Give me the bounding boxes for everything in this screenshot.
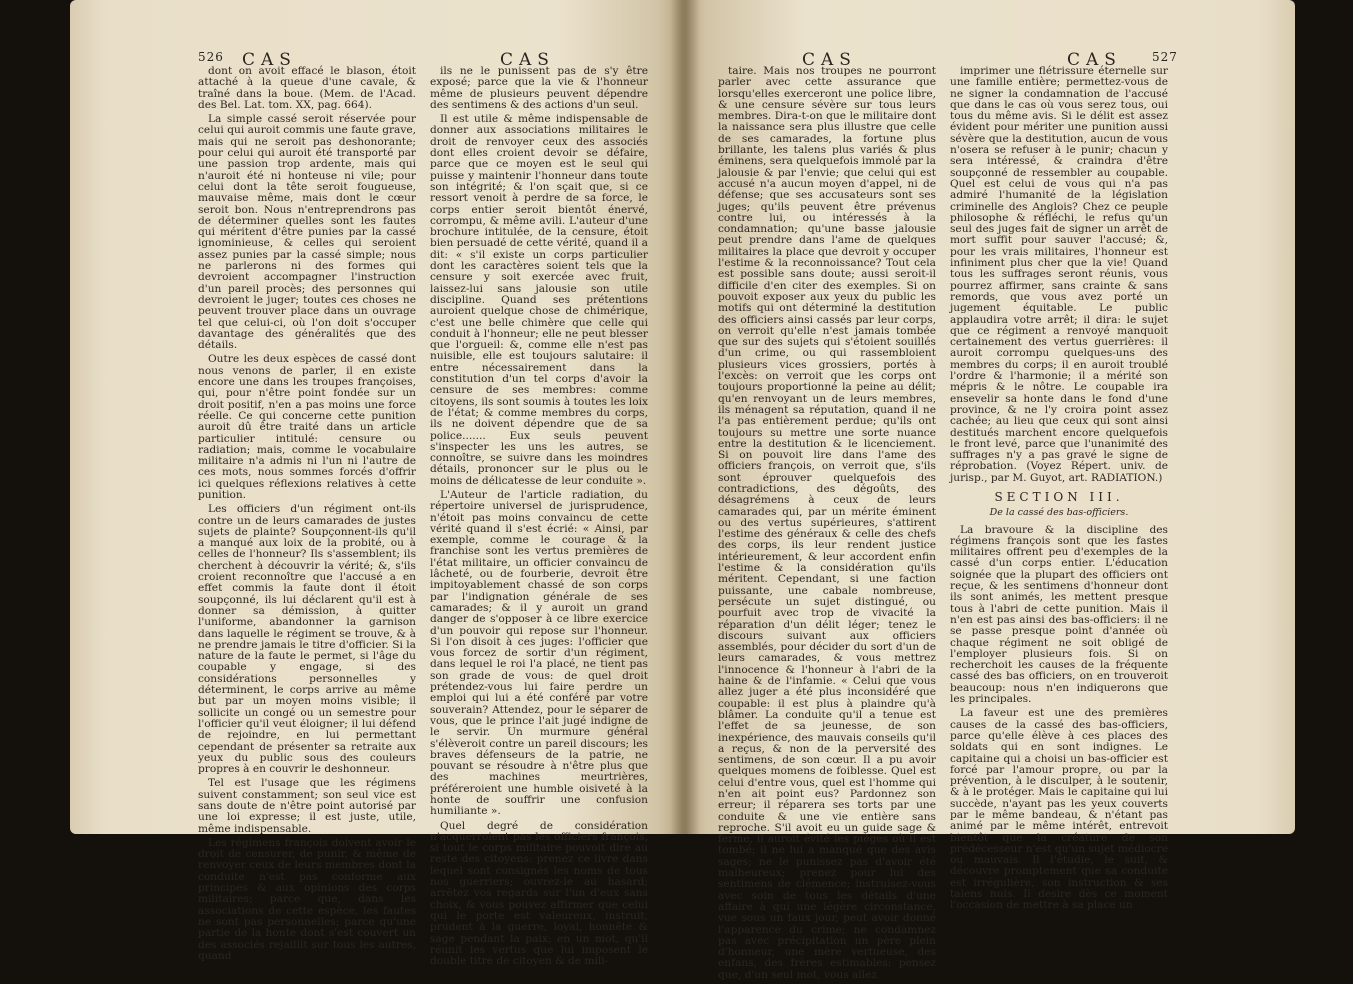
- open-book: [70, 0, 1295, 981]
- paragraph: L'Auteur de l'article radiation, du répertoire universel de jurisprudence, n'étoit pas moins convaincu de cette vérité quand il s'est écrié: « Ainsi, par exemple, comme le courage & la franchise sont les vertus premières de l'état militaire, un officier convaincu de lâcheté, ou de fourberie, devroit être impitoyablement chassé de son corps par l'indignation générale de ses camarades; & il y auroit un grand danger de s'opposer à ce libre exercice d'un pouvoir qui repose sur l'honneur. Si l'on disoit à ces juges: l'officier que vous forcez de sortir d'un régiment, dans lequel le roi l'a placé, ne tient pas son grade de vous: de quel droit prétendez-vous lui faire perdre un emploi qui lui a été conféré par votre souverain? Attendez, pour le séparer de vous, que le prince l'ait jugé indigne de le servir. Un murmure général s'élèveroit contre un pareil discours; les braves défenseurs de la patrie, ne pouvant se résoudre à n'être plus que des machines meurtrières, préféreroient une humble oisiveté à la honte de souffrir une confusion humiliante ».: [430, 488, 648, 818]
- right-columns: [718, 66, 1205, 984]
- left-running-head: CAS: [242, 50, 297, 70]
- paragraph: La bravoure & la discipline des régimens françois sont que les fastes militaires offrent peu d'exemples de la cassé d'un corps entier. L'éducation soignée que la plupart des officiers ont reçue, & les sentimens d'honneur dont ils sont animés, les mettent presque tous à l'abri de cette punition. Mais il n'en est pas ainsi des bas-officiers: il ne se passe presque point d'année où chaque régiment ne soit obligé de l'employer plusieurs fois. Si on recherchoit les causes de la fréquente cassé des bas officiers, on en trouveroit beaucoup: nous n'en indiquerons que les principales.: [950, 523, 1168, 706]
- paragraph: Il est utile & même indispensable de donner aux associations militaires le droit de renvoyer ceux des associés dont elles croient devoir se défaire, parce que ce moyen est le seul qui puisse y maintenir l'honneur dans toute son intégrité; & l'on sçait que, si ce ressort venoit à perdre de sa force, le corps entier seroit bientôt énervé, corrompu, & même avili. L'auteur d'une brochure intitulée, de la censure, étoit bien persuadé de cette vérité, quand il a dit: « s'il existe un corps particulier dont les caractères soient tels que la censure y soit exercée avec fruit, laissez-lui sans jalousie son utile discipline. Quand ses prétentions auroient quelque chose de chimérique, c'est une belle chimère que celle qui conduit à l'honneur; elle ne peut blesser que l'orgueil: &, comme elle n'est pas nuisible, elle est toujours salutaire: il entre nécessairement dans la constitution d'un tel corps d'avoir la censure de ses membres: comme citoyens, ils sont soumis à toutes les loix de l'état; & comme membres du corps, ils ne doivent dépendre que de sa police....... Eux seuls peuvent s'inspecter les uns les autres, se connoître, se suivre dans les moindres détails, prononcer sur le plus ou le moins de délicatesse de leur conduite ».: [430, 113, 648, 487]
- paragraph: La faveur est une des premières causes de la cassé des bas-officiers, parce qu'elle élève à ces places des soldats qui en sont indignes. Le capitaine qui a choisi un bas-officier est forcé par l'amour propre, ou par la prévention, à le disculper, à le soutenir, & à le protéger. Mais le capitaine qui lui succède, n'ayant pas les yeux couverts par le même bandeau, & n'étant pas animé par le même intérêt, entrevoit bientôt que la créature de son prédécesseur n'est qu'un sujet médiocre ou mauvais. Il l'étudie, le suit, & découvre promptement que sa conduite est irrégulière, son instruction & ses talens nuls. Il desire dès ce moment l'occasion de mettre à sa place un: [950, 707, 1168, 912]
- paragraph: dont on avoit effacé le blason, étoit attaché à la queue d'une cavale, & traîné dans la boue. (Mem. de l'Acad. des Bel. Lat. tom. XX, pag. 664).: [198, 65, 416, 111]
- left-column-2: [430, 66, 648, 970]
- paragraph: La simple cassé seroit réservée pour celui qui auroit commis une faute grave, mais qui ne seroit pas deshonorante; pour celui qui auroit été transporté par une passion trop ardente, mais qui n'auroit été ni honteuse ni vile; pour celui dont la tête seroit fougueuse, mauvaise même, mais dont le cœur seroit bon. Nous n'entreprendrons pas de déterminer quelles sont les fautes qui méritent d'être punies par la cassé ignominieuse, & celles qui seroient assez punies par la cassé simple; nous ne parlerons ni des formes qui devroient accompagner l'instruction d'un pareil procès; des personnes qui devroient le juger; toutes ces choses ne peuvent trouver place dans un ouvrage tel que celui-ci, où l'on doit s'occuper davantage des généralités que des détails.: [198, 113, 416, 352]
- paragraph: Les régimens françois doivent avoir le droit de censurer, de punir, & même de renvoyer ceux de leurs membres dont la conduite n'est pas conforme aux principes & aux opinions des corps militaires; parce que, dans les associations de cette espèce, les fautes ne sont pas personnelles; parce qu'une partie de la honte dont s'est couvert un des associés rejaillit sur tous les autres, quand: [198, 836, 416, 962]
- left-page: [70, 0, 682, 968]
- right-running-head: CAS: [802, 50, 857, 70]
- paragraph: Outre les deux espèces de cassé dont nous venons de parler, il en existe encore une dans les troupes françoises, qui, pour n'être point fondée sur un droit positif, n'en a pas moins une force réelle. Ce qui concerne cette punition auroit dû être traité dans un article particulier intitulé: censure ou radiation; mais, comme le vocabulaire militaire n'a admis ni l'un ni l'autre de ces mots, nous sommes forcés d'offrir ici quelques réflexions relatives à cette punition.: [198, 353, 416, 501]
- paragraph: imprimer une flétrissure éternelle sur une famille entière; permettez-vous de ne signer la condamnation de l'accusé que dans le cas où vous serez tous, oui tous du même avis. Si le délit est assez évident pour mériter une punition aussi sévère que la destitution, aucun de vous n'osera se refuser à le punir; chacun y sera intéressé, & craindra d'être soupçonné de ressembler au coupable. Quel est celui de vous qui n'a pas admiré l'humanité de la législation criminelle des Anglois? Chez ce peuple philosophe & réfléchi, le refus qu'un seul des juges fait de signer un arrêt de mort suffit pour sauver l'accusé; &, pour les vrais militaires, l'honneur est infiniment plus cher que la vie! Quand tous les suffrages seront réunis, vous pourrez affirmer, sans crainte & sans remords, que vous avez porté un jugement équitable. Le public applaudira votre arrêt; il dira: le sujet que ce régiment a renvoyé manquoit certainement des vertus guerrières: il auroit corrompu quelques-uns des membres du corps; il en auroit troublé l'ordre & l'harmonie; il a mérité son mépris & le nôtre. Le coupable ira ensevelir sa honte dans le fond d'une province, & ne l'y croira point assez cachée; au lieu que ceux qui sont ainsi destitués marchent encore quelquefois le front levé, parce que l'unanimité des suffrages n'y a pas gravé le signe de réprobation. (Voyez Répert. univ. de jurisp., par M. Guyot, art. RADIATION.): [950, 65, 1168, 484]
- right-running-head-col2: CAS: [1067, 50, 1122, 70]
- section-title: SECTION III.: [994, 489, 1124, 504]
- section-subtitle: De la cassé des bas-officiers.: [989, 507, 1129, 519]
- right-column-2: [950, 66, 1168, 984]
- paragraph: Quel degré de considération n'acquerroient pas les officiers françois, si tout le corps militaire pouvoit dire au reste des citoyens: prenez ce livre dans lequel sont consignés les noms de tous nos guerriers; ouvrez-le au hasard; arrêtez vos regards sur l'un d'eux sans choix, & vous pouvez affirmer que celui qui le porte est valeureux, instruit, prudent à la guerre, loyal, honnête & sage pendant la paix; en un mot, qu'il réunit les vertus que lui imposent le double titre de citoyen & de mili-: [430, 819, 648, 968]
- left-running-head-col2: CAS: [500, 50, 555, 70]
- left-page-number: 526: [198, 50, 224, 64]
- paragraph: ils ne le punissent pas de s'y être exposé; parce que la vie & l'honneur même de plusieurs peuvent dépendre des sentimens & des actions d'un seul.: [430, 65, 648, 111]
- left-columns: [198, 66, 652, 970]
- paragraph: Les officiers d'un régiment ont-ils contre un de leurs camarades de justes sujets de plainte? Soupçonnent-ils qu'il a manqué aux loix de la probité, ou à celles de l'honneur? Ils s'assemblent; ils cherchent à découvrir la vérité; &, s'ils croient reconnoître que l'accusé a en effet commis la faute dont il étoit soupçonné, ils lui déclarent qu'il est à donner sa démission, à quitter l'uniforme, abandonner la garnison dans laquelle le régiment se trouve, & à ne prendre jamais le titre d'officier. Si la nature de la faute le permet, si l'âge du coupable y engage, si des considérations personnelles y déterminent, le corps arrive au même but par un moyen moins visible; il sollicite un congé ou un semestre pour l'officier qu'il veut éloigner; il lui défend de rejoindre, en lui permettant cependant de présenter sa retraite aux yeux du public sous des couleurs propres à en couvrir le deshonneur.: [198, 503, 416, 776]
- left-column-1: [198, 66, 416, 970]
- paragraph: taire. Mais nos troupes ne pourront parler avec cette assurance que lorsqu'elles exerceront une police libre, & une censure sévère sur tous leurs membres. Dira-t-on que le militaire dont la naissance sera plus illustre que celle de ses camarades, la fortune plus brillante, les talens plus variés & plus éminens, sera quelquefois immolé par la jalousie & par l'envie; que celui qui est accusé n'a aucun moyen d'appel, ni de défense; que ses accusateurs sont ses juges; qu'ils peuvent être prévenus contre lui, ou intéressés à la condamnation; qu'une basse jalousie peut prendre dans l'ame de quelques militaires la place que devroit y occuper l'estime & la reconnoissance? Tout cela est possible sans doute; aussi seroit-il difficile d'en citer des exemples. Si on pouvoit exposer aux yeux du public les motifs qui ont déterminé la destitution des officiers ainsi cassés par leur corps, on verroit qu'elle n'est jamais tombée que sur des sujets qui s'étoient souillés d'un crime, ou qui rassembloient plusieurs vices grossiers, portés à l'excès: on verroit que les corps ont toujours proportionné la peine au délit; qu'en renvoyant un de leurs membres, ils ménagent sa réputation, quand il ne l'a pas entièrement perdue; qu'ils ont toujours su mettre une sorte nuance entre la destitution & le licenciement. Si on pouvoit lire dans l'ame des officiers françois, on verroit que, s'ils sont éprouver quelquefois des contradictions, des dégoûts, des désagrémens à ceux de leurs camarades qui, par un mérite éminent ou des vertus supérieures, s'attirent l'estime des généraux & celle des chefs des corps, ils leur rendent justice intérieurement, & leur accordent enfin l'estime & la considération qu'ils méritent. Cependant, si une faction puissante, une cabale nombreuse, persécute un sujet distingué, ou pourfuit avec trop de vivacité la réparation d'un délit léger; tenez le discours suivant aux officiers assemblés, pour décider du sort d'un de leurs camarades, & vous mettrez l'innocence & l'honneur à l'abri de la haine & de l'infamie. « Celui que vous allez juger a été plus inconsidéré que coupable: il est plus à plaindre qu'à blâmer. La conduite qu'il a tenue est l'effet de sa jeunesse, de son inexpérience, des mauvais conseils qu'il a reçus, & non de la perversité des sentimens, de son cœur. Il a pu avoir quelques momens de foiblesse. Quel est celui d'entre vous, quel est l'homme qui n'en ait point eus? Pardonnez son erreur; il réparera ses torts par une conduite & une vie entière sans reproche. S'il avoit eu un guide sage & ferme, il auroit évité les pièges où il est tombé; il ne lui a manqué que des avis sages; ne le punissez pas d'avoir été malheureux; prenez pour lui des sentimens de clémence; instruisez-vous avec soin de tous les détails d'une affaire à qui une légère circonstance, vue sous un faux jour, peut avoir donné l'apparence du crime; ne condamnez pas avec précipitation un père plein d'honneur, une mère vertueuse, des enfans, des frères estimables: pensez que, d'un seul mot, vous allez: [718, 65, 936, 981]
- right-page: [682, 0, 1295, 981]
- right-column-1: [718, 66, 936, 984]
- paragraph: Tel est l'usage que les régimens suivent constamment; son seul vice est sans doute de n'être point autorisé par une loi expresse; il est juste, utile, même indispensable.: [198, 777, 416, 835]
- right-page-number: 527: [1152, 50, 1178, 64]
